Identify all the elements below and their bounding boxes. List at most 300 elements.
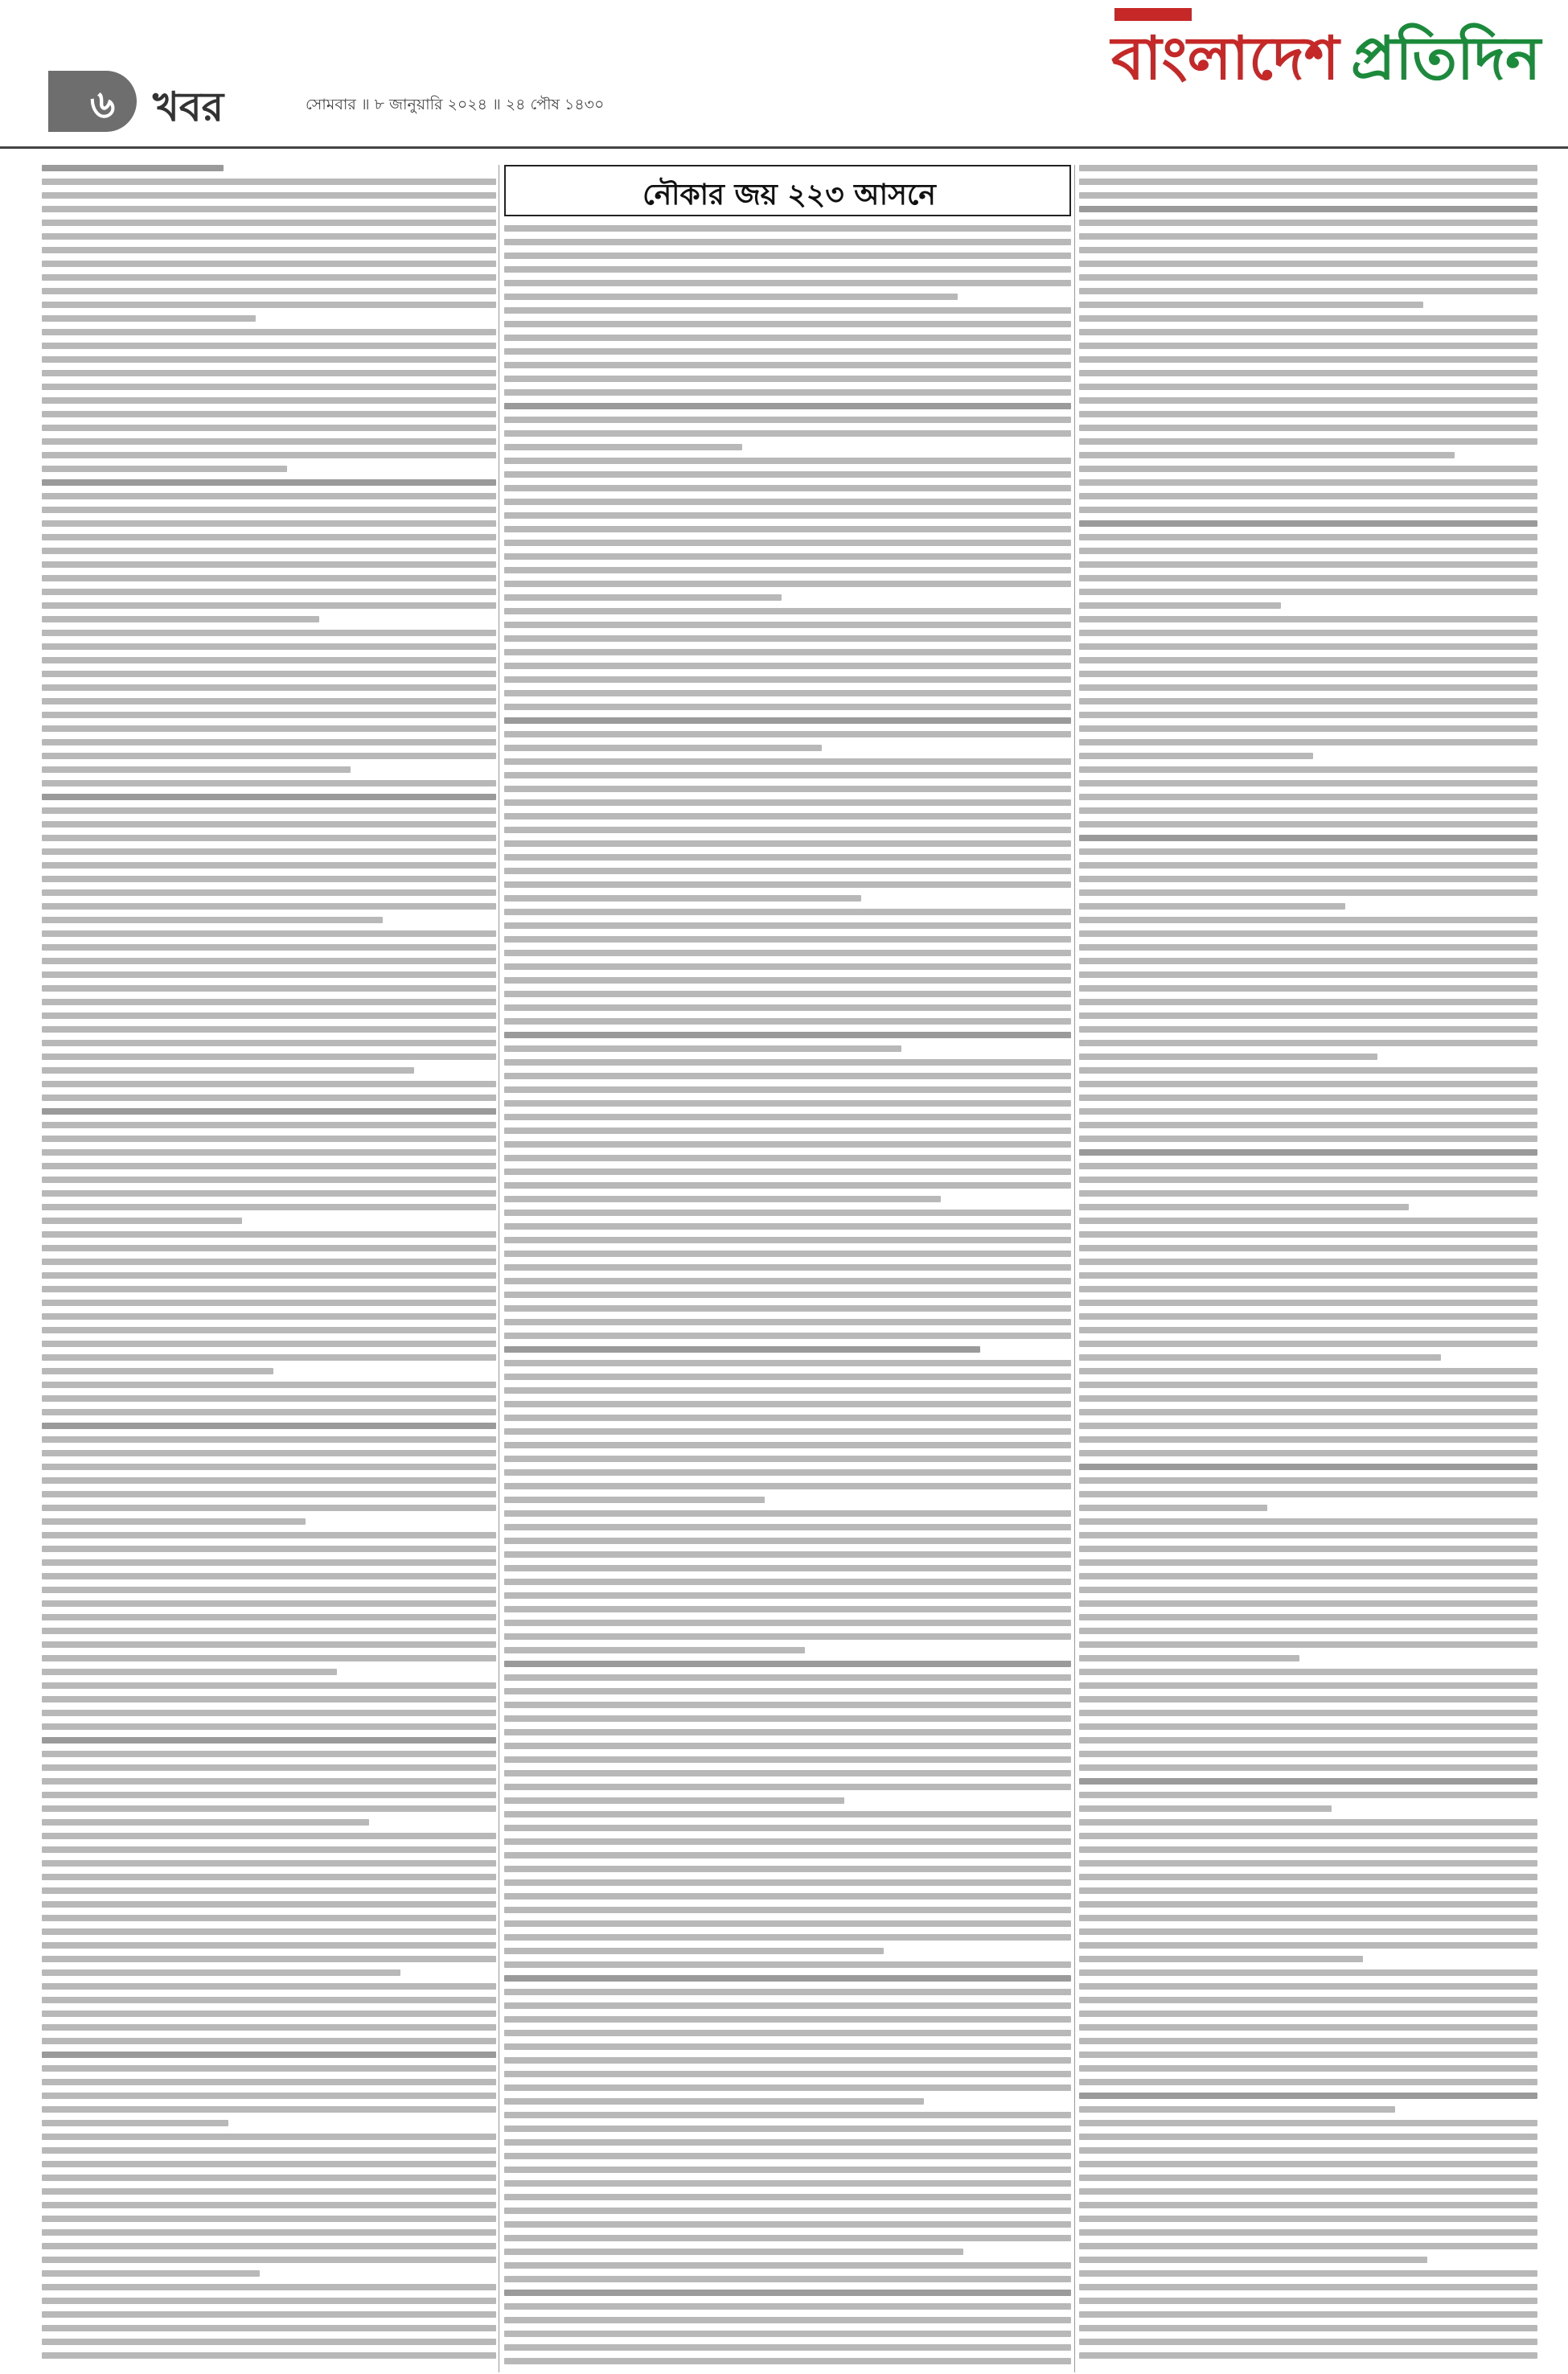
text-line [42,1354,496,1361]
text-line [504,1633,1071,1640]
text-line [1079,1600,1537,1607]
text-line [1079,2352,1537,2359]
text-line [42,356,496,363]
text-line [1079,1026,1537,1033]
text-line [1079,753,1313,759]
text-line [1079,2325,1537,2331]
text-line [504,2084,1071,2091]
text-line [42,1737,496,1744]
text-line [504,2358,1071,2364]
text-line [504,2303,1071,2310]
text-line [504,294,958,300]
text-line [42,1491,496,1497]
text-line [1079,1942,1537,1949]
text-line [1079,2229,1537,2236]
text-line [42,1081,496,1087]
text-line [42,411,496,417]
text-line [1079,1751,1537,1757]
text-line [504,430,1071,437]
text-line [504,1196,941,1202]
text-line [1079,2339,1537,2345]
text-line [504,758,1071,765]
text-line [1079,1204,1409,1210]
text-line [504,1045,901,1052]
text-line [42,657,496,663]
text-line [42,1983,496,1990]
text-line [1079,452,1455,458]
text-line [42,1313,496,1320]
text-line [1079,944,1537,951]
text-line [1079,261,1537,267]
text-line [1079,1136,1537,1142]
text-line [1079,1737,1537,1744]
text-line [42,466,287,472]
text-line [42,1436,496,1443]
text-line [1079,958,1537,964]
text-line [42,985,496,992]
text-line [42,2311,496,2318]
text-line [1079,848,1537,855]
text-line [1079,165,1537,171]
text-line [42,1696,496,1702]
text-line [1079,1259,1537,1265]
text-line [504,977,1071,984]
text-line [504,1032,1071,1038]
text-line [1079,1272,1537,1279]
text-line [504,1879,1071,1886]
text-line [42,2093,496,2099]
text-line [42,1860,496,1867]
text-line [504,1838,1071,1845]
text-line [42,1764,496,1771]
text-line [1079,2011,1537,2017]
text-line [42,1546,496,1552]
text-line [1079,356,1537,363]
text-line [504,2098,924,2105]
text-line [504,1715,1071,1722]
text-line [504,2262,1071,2269]
text-line [42,315,256,322]
text-line [42,479,496,486]
text-line [504,266,1071,273]
text-line [1079,2202,1537,2208]
text-line [42,630,496,636]
text-line [1079,1313,1537,1320]
text-line [1079,1833,1537,1839]
text-line [1079,794,1537,800]
text-line [504,1305,1071,1312]
text-line [1079,329,1537,335]
page-number: ৬ [90,82,116,127]
text-line [504,1579,1071,1585]
text-line [504,1907,1071,1913]
text-line [504,2112,1071,2118]
text-line [42,917,383,923]
text-line [504,663,1071,669]
text-line [504,403,1071,409]
text-line [42,1956,496,1962]
text-line [1079,1409,1537,1415]
text-line [504,1852,1071,1859]
text-line [504,2139,1071,2146]
text-line [1079,930,1537,937]
text-line [1079,671,1537,677]
text-line [504,1743,1071,1749]
text-line [504,881,1071,888]
text-line [1079,780,1537,787]
text-line [42,971,496,978]
text-line [42,561,496,568]
text-line [504,936,1071,943]
text-line [1079,206,1537,212]
text-line [1079,1245,1537,1251]
text-line [42,261,496,267]
text-line [42,165,224,171]
text-line [1079,1983,1537,1990]
text-line [1079,1874,1537,1880]
text-line [504,2043,1071,2050]
text-line [504,553,1071,560]
text-line [504,253,1071,259]
text-line [1079,1327,1537,1333]
text-line [1079,2065,1537,2072]
text-line [1079,1778,1537,1785]
text-line [504,1961,1071,1968]
text-line [504,1059,1071,1066]
text-line [1079,397,1537,404]
text-line [1079,1149,1537,1156]
text-line [1079,2243,1537,2249]
text-line [42,343,496,349]
text-line [1079,1368,1537,1374]
text-line [504,1169,1071,1175]
text-line [42,1054,496,1060]
text-line [42,1587,496,1593]
text-line [1079,684,1537,691]
text-line [1079,1163,1537,1169]
text-line [504,690,1071,696]
text-line [1079,1518,1537,1525]
page-header [0,0,1568,165]
text-line [42,2011,496,2017]
text-line [42,2052,496,2058]
text-line [504,608,1071,614]
text-line [42,1327,496,1333]
text-line [1079,1095,1537,1101]
text-line [504,458,1071,464]
text-line [42,370,496,376]
text-line [1079,507,1537,513]
text-line [42,643,496,650]
text-line [504,362,1071,368]
text-line [1079,589,1537,595]
text-line [1079,1423,1537,1429]
text-line [504,376,1071,382]
text-line [504,1415,1071,1421]
text-line [42,944,496,951]
text-line [1079,2052,1537,2058]
text-line [1079,370,1537,376]
text-line [42,274,496,281]
text-line [504,2030,1071,2036]
text-line [504,1592,1071,1599]
text-line [504,1866,1071,1872]
text-line [504,1770,1071,1776]
text-line [504,868,1071,874]
text-line [1079,1231,1537,1238]
text-line [504,239,1071,245]
text-line [42,1874,496,1880]
article-column-3 [1079,165,1537,2372]
text-line [42,1505,496,1511]
text-line [42,725,496,732]
text-line [1079,411,1537,417]
text-line [42,1669,337,1675]
text-line [42,438,496,445]
text-line [504,786,1071,792]
text-line [1079,220,1537,226]
text-line [42,930,496,937]
text-line [42,1559,496,1566]
text-line [1079,1969,1537,1976]
text-line [504,772,1071,778]
text-line [504,1825,1071,1831]
text-line [1079,1300,1537,1306]
text-line [1079,739,1537,745]
text-line [1079,2311,1537,2318]
text-line [42,206,496,212]
text-line [42,1805,496,1812]
text-line [504,2167,1071,2173]
text-line [1079,2284,1537,2290]
text-line [504,799,1071,806]
text-line [504,1210,1071,1216]
text-line [504,280,1071,286]
text-line [42,1969,400,1976]
text-line [42,2284,496,2290]
text-line [42,1218,242,1224]
text-line [504,1182,1071,1189]
text-line [1079,2298,1537,2304]
text-line [42,999,496,1005]
text-line [42,602,496,609]
text-line [42,1778,496,1785]
text-line [1079,1764,1537,1771]
text-line [1079,630,1537,636]
text-line [504,594,782,601]
text-line [1079,876,1537,882]
text-line [42,1108,496,1115]
text-line [42,1341,496,1347]
text-line [42,1095,496,1101]
text-line [504,2235,1071,2241]
text-line [42,958,496,964]
text-line [42,575,496,581]
text-line [1079,1122,1537,1128]
text-line [42,807,496,814]
text-line [1079,889,1537,896]
text-line [1079,2188,1537,2195]
text-line [504,1688,1071,1694]
text-line [504,2221,1071,2228]
text-line [504,321,1071,327]
text-line [504,2194,1071,2200]
text-line [42,1067,414,1074]
text-line [42,2216,496,2222]
text-line [504,1374,1071,1380]
text-line [1079,1696,1537,1702]
text-line [1079,438,1537,445]
text-line [1079,2257,1427,2263]
text-line [504,1565,1071,1571]
text-line [504,649,1071,655]
text-line [42,1231,496,1238]
text-line [1079,1559,1537,1566]
text-line [504,512,1071,519]
text-line [504,1674,1071,1681]
text-line [42,2243,496,2249]
text-line [504,581,1071,587]
text-line [42,2229,496,2236]
text-line [1079,1573,1537,1579]
text-line [42,2175,496,2181]
text-line [1079,1546,1537,1552]
text-line [504,2126,1071,2132]
text-line [1079,1177,1537,1183]
text-line [42,493,496,499]
text-line [504,1346,980,1353]
text-line [1079,247,1537,253]
text-line [504,1524,1071,1530]
text-line [504,1333,1071,1339]
text-line [42,876,496,882]
dateline: সোমবার ॥ ৮ জানুয়ারি ২০২৪ ॥ ২৪ পৌষ ১৪৩০ [306,96,605,113]
text-line [42,1286,496,1292]
text-line [1079,1997,1537,2003]
text-line [1079,288,1537,294]
header-rule [0,146,1568,149]
text-line [1079,575,1537,581]
text-line [1079,1641,1537,1648]
text-line [504,567,1071,573]
text-line [504,2057,1071,2064]
text-line [42,1518,306,1525]
text-line [504,1223,1071,1230]
text-line [504,1428,1071,1435]
text-line [1079,466,1537,472]
text-line [42,2079,496,2085]
text-line [1079,384,1537,390]
text-line [504,1141,1071,1148]
text-line [1079,343,1537,349]
text-line [42,1997,496,2003]
text-line [1079,712,1537,718]
text-line [504,1292,1071,1298]
text-line [504,922,1071,929]
text-line [42,1190,496,1197]
text-line [42,753,496,759]
text-line [504,1934,1071,1941]
text-line [1079,1682,1537,1689]
text-line [42,1382,496,1388]
text-line [504,717,1071,724]
text-line [42,848,496,855]
text-line [42,1177,496,1183]
text-line [504,854,1071,860]
text-line [504,1647,805,1653]
text-line [1079,2161,1537,2167]
text-line [504,225,1071,232]
text-line [504,1018,1071,1025]
text-line [504,895,861,902]
text-line [504,2016,1071,2023]
text-line [42,2202,496,2208]
text-line [504,1702,1071,1708]
text-line [504,2331,1071,2337]
text-line [504,1086,1071,1093]
text-line [504,444,742,450]
text-line [42,684,496,691]
text-line [504,1620,1071,1626]
text-line [1079,1436,1537,1443]
text-line [1079,999,1537,1005]
text-line [504,950,1071,956]
text-line [1079,1464,1537,1470]
text-line [42,1573,496,1579]
text-line [504,635,1071,642]
text-line [504,704,1071,710]
text-line [42,821,496,828]
text-line [42,2120,228,2126]
text-line [42,1628,496,1634]
text-line [1079,1081,1537,1087]
text-line [504,1497,765,1503]
text-line [42,2298,496,2304]
text-line [42,698,496,704]
text-line [42,288,496,294]
text-line [504,745,822,751]
text-line [1079,1286,1537,1292]
text-line [1079,1054,1377,1060]
text-line [42,1464,496,1470]
text-line [1079,1067,1537,1074]
text-line [42,1915,496,1921]
text-line [504,389,1071,396]
text-line [42,2134,496,2140]
text-line [1079,2120,1537,2126]
text-line [42,794,496,800]
text-line [42,2339,496,2345]
text-line [1079,1218,1537,1224]
text-line [504,1456,1071,1462]
text-line [42,1532,496,1538]
text-line [504,1756,1071,1763]
text-line [1079,1354,1441,1361]
text-line [42,2352,496,2359]
text-line [42,397,496,404]
text-line [42,2038,496,2044]
text-line [1079,1505,1267,1511]
text-line [42,1122,496,1128]
article-column-2 [504,225,1071,2372]
text-line [504,1729,1071,1735]
text-line [1079,643,1537,650]
text-line [504,2276,1071,2282]
text-line [42,220,496,226]
text-line [42,712,496,718]
text-line [42,1409,496,1415]
text-line [42,1710,496,1716]
